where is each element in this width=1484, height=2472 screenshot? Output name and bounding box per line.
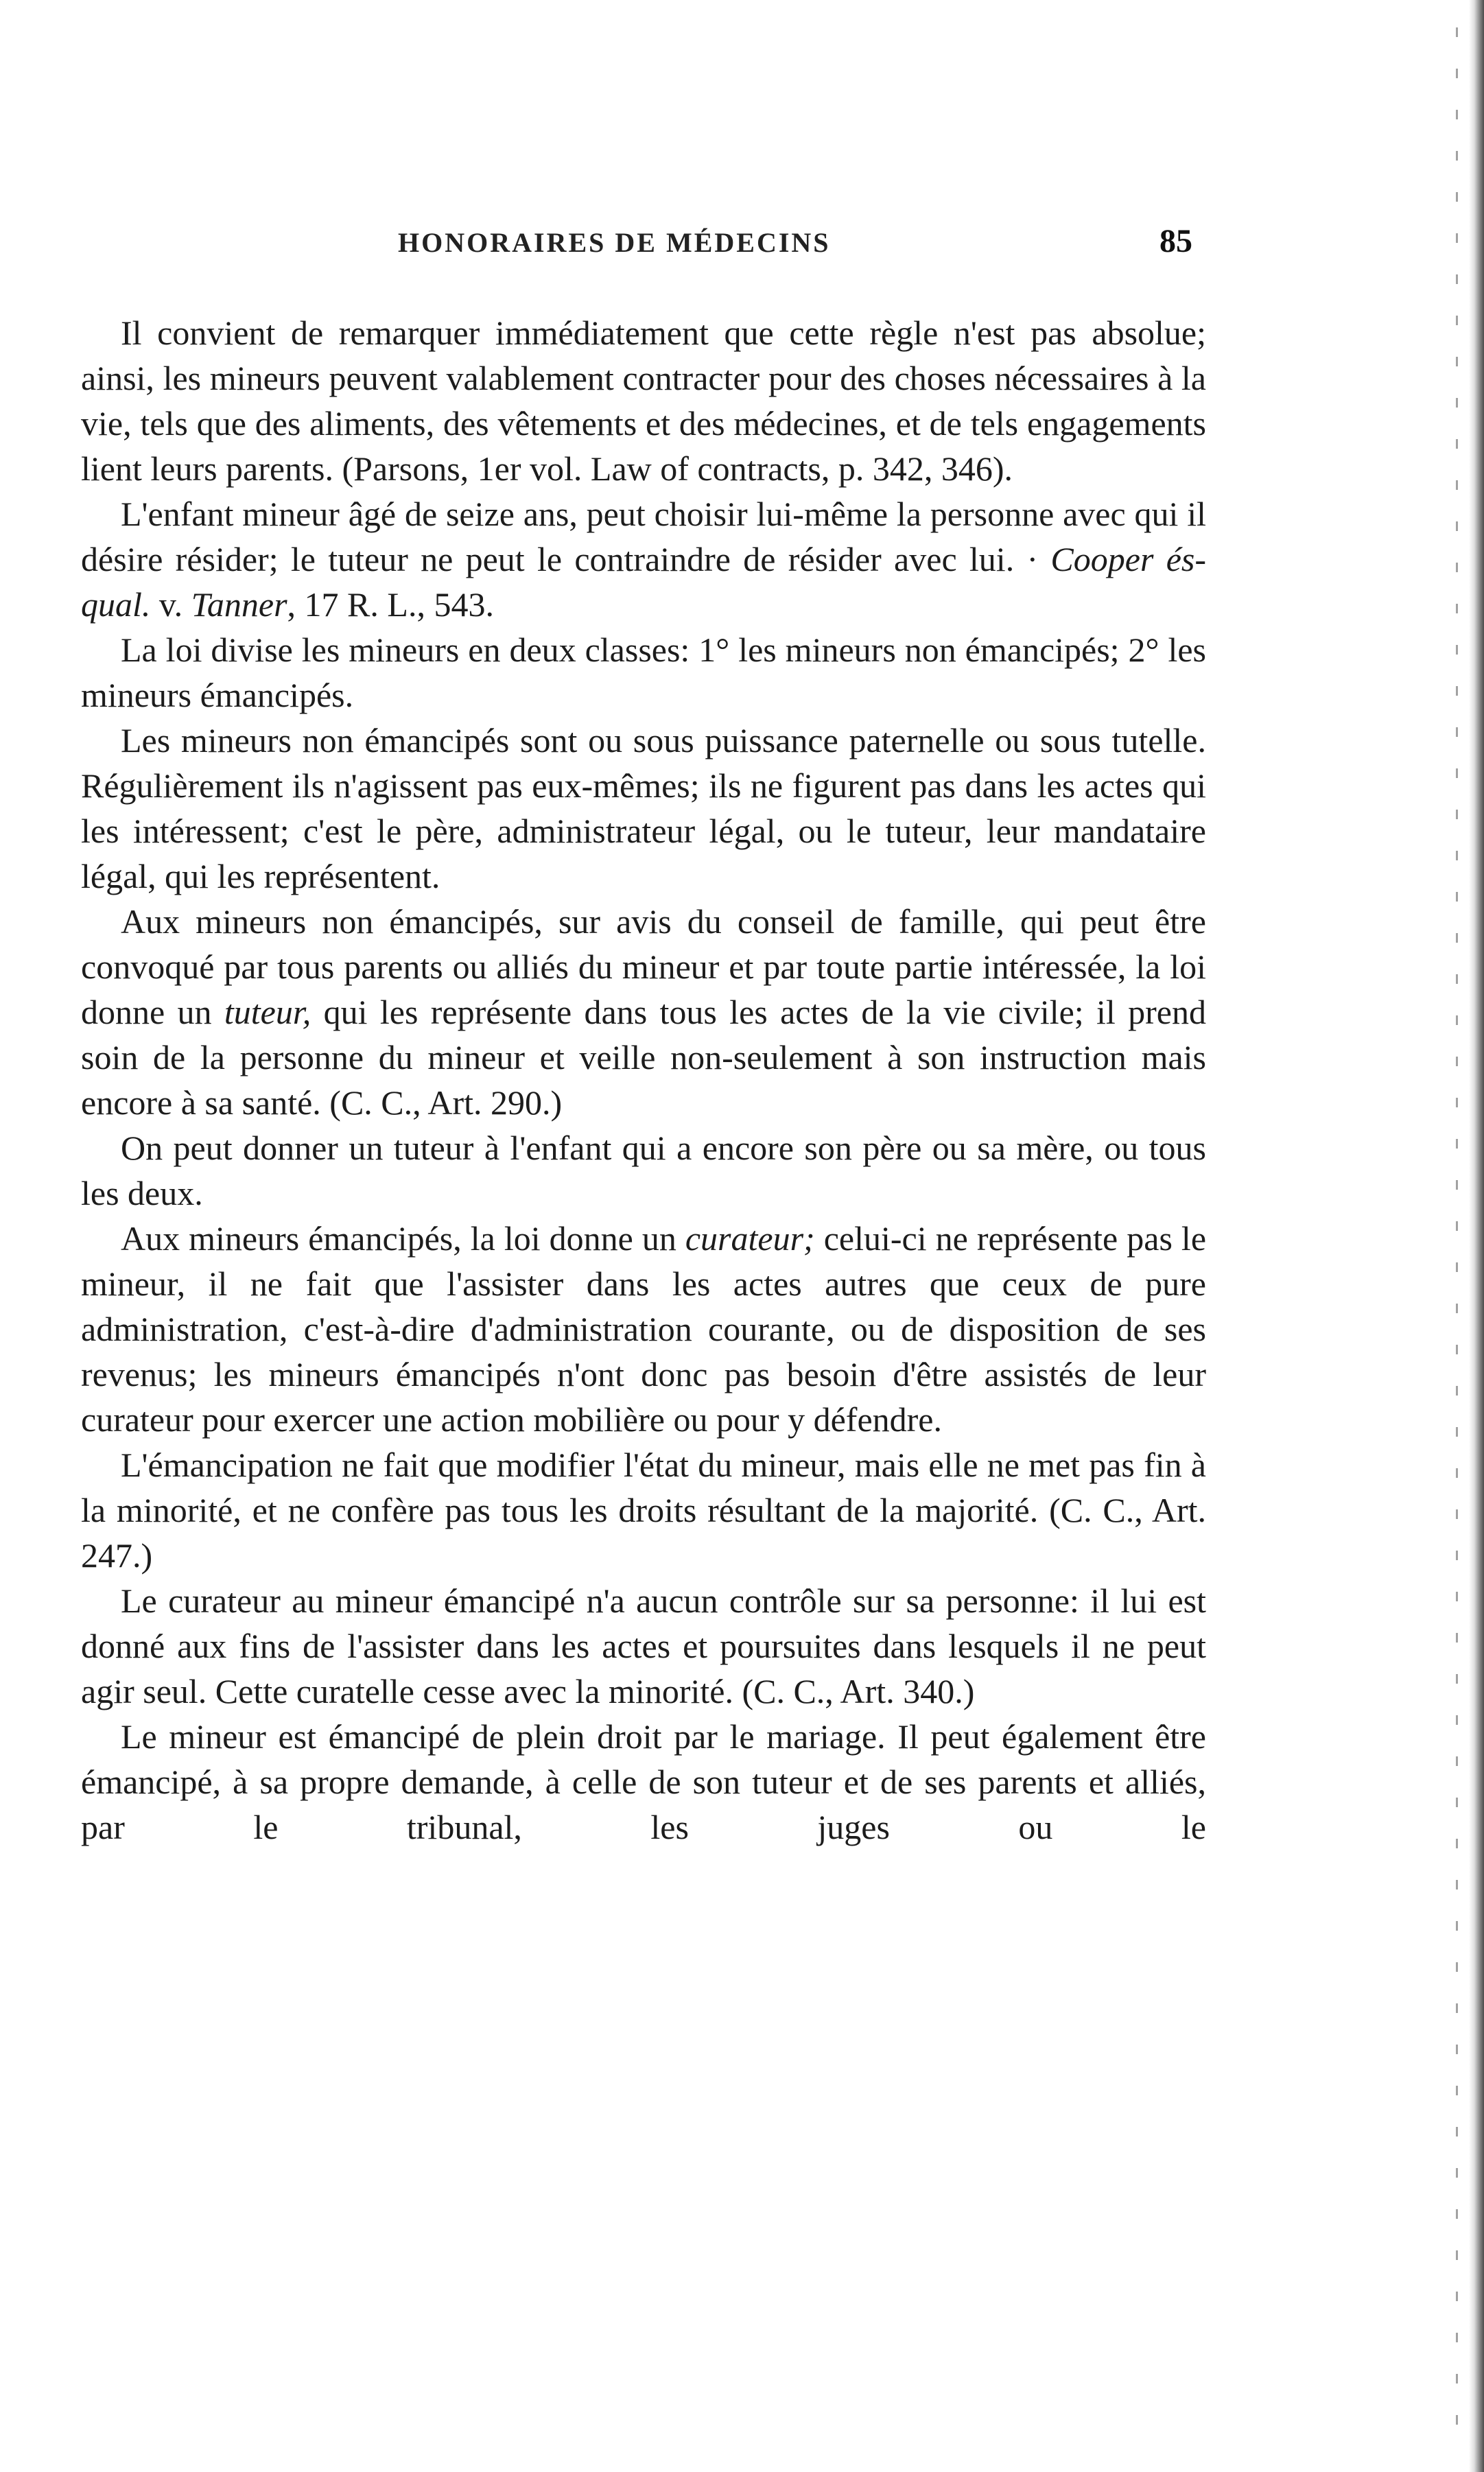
paragraph-text: L'enfant mineur âgé de seize ans, peut choisir lui-même la personne avec qui il désire résider; le tuteur ne peut le contraindre de résider avec lui. · <box>81 495 1206 578</box>
case-name-italic: Cooper és-qual. <box>81 540 1207 624</box>
paragraph-text: Le mineur est émancipé de plein droit par le mariage. Il peut également être émancipé, à sa propre demande, à celle de son tuteur et de ses parents et alliés, par le tribunal, les juges ou le <box>81 1717 1206 1846</box>
paragraph-text: La loi divise les mineurs en deux classes: 1° les mineurs non émancipés; 2° les mineurs émancipés. <box>81 631 1206 714</box>
paragraph-text: celui-ci ne représente pas le mineur, il ne fait que l'assister dans les actes autres que ceux de pure administration, c'est-à-dire d'administration courante, ou de disposition de ses revenus; les mineurs émancipés n'ont donc pas besoin d'être assistés de leur curateur pour exercer une action mobilière ou pour y défendre. <box>81 1219 1207 1439</box>
paragraph <box>81 491 1206 627</box>
scan-artifact-line <box>1456 27 1458 2429</box>
paragraph-text: v. <box>150 585 191 624</box>
paragraph <box>81 1714 1206 1850</box>
paragraph-text: Aux mineurs émancipés, la loi donne un <box>121 1219 685 1258</box>
body-text <box>81 310 1206 1850</box>
paragraph <box>81 718 1206 899</box>
paragraph-text: Le curateur au mineur émancipé n'a aucun contrôle sur sa personne: il lui est donné aux fins de l'assister dans les actes et poursuites dans lesquels il ne peut agir seul. Cette curatelle cesse avec la minorité. (C. C., Art. 340.) <box>81 1581 1206 1710</box>
paragraph <box>81 310 1206 491</box>
paragraph-text: Il convient de remarquer immédiatement que cette règle n'est pas absolue; ainsi, les mineurs peuvent valablement contracter pour des choses nécessaires à la vie, tels que des aliments, des vêtements et des médecines, et de tels engagements lient leurs parents. (Parsons, 1er vol. Law of contracts, p. 342, 346). <box>81 314 1206 488</box>
paragraph <box>81 899 1206 1125</box>
term-italic: curateur; <box>685 1219 815 1258</box>
paragraph <box>81 1578 1206 1714</box>
paragraph <box>81 1125 1206 1216</box>
paragraph-text: qui les représente dans tous les actes de la vie civile; il prend soin de la personne du mineur et veille non-seulement à son instruction mais encore à sa santé. (C. C., Art. 290.) <box>81 993 1206 1122</box>
scan-edge-shadow <box>1469 0 1484 2472</box>
case-name-italic: Tanner <box>191 585 287 624</box>
paragraph-text: Les mineurs non émancipés sont ou sous puissance paternelle ou sous tutelle. Régulièrement ils n'agissent pas eux-mêmes; ils ne figurent pas dans les actes qui les intéressent; c'est le père, administrateur légal, ou le tuteur, leur mandataire légal, qui les représentent. <box>81 721 1206 895</box>
page-number: 85 <box>1159 223 1192 259</box>
term-italic: tuteur, <box>224 993 311 1031</box>
paragraph <box>81 1442 1206 1578</box>
paragraph-text: L'émancipation ne fait que modifier l'état du mineur, mais elle ne met pas fin à la minorité, et ne confère pas tous les droits résultant de la majorité. (C. C., Art. 247.) <box>81 1446 1206 1575</box>
paragraph <box>81 627 1206 718</box>
paragraph-text: On peut donner un tuteur à l'enfant qui a encore son père ou sa mère, ou tous les deux. <box>81 1129 1206 1212</box>
paragraph-text: , 17 R. L., 543. <box>287 585 494 624</box>
paragraph <box>81 1216 1206 1442</box>
running-title: HONORAIRES DE MÉDECINS <box>398 227 831 258</box>
paragraph-text: Aux mineurs non émancipés, sur avis du conseil de famille, qui peut être convoqué par tous parents ou alliés du mineur et par toute partie intéressée, la loi donne un <box>81 902 1206 1031</box>
